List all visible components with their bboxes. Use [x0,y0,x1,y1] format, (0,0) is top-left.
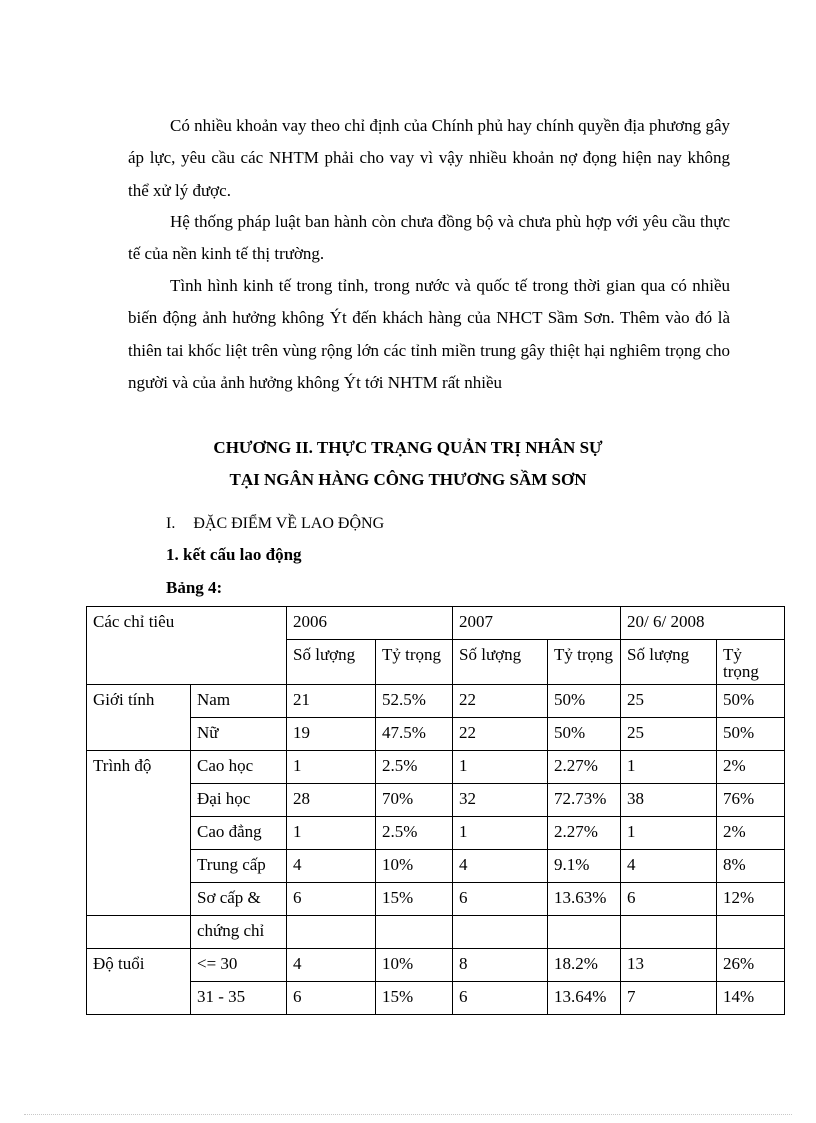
cell [548,916,621,949]
row-label: Trung cấp [191,850,287,883]
row-label: Cao đẳng [191,817,287,850]
cell: 18.2% [548,949,621,982]
chapter-title-line-2: TẠI NGÂN HÀNG CÔNG THƯƠNG SẦM SƠN [229,470,587,489]
count-header: Số lượng [287,640,376,685]
group-label-empty [87,916,191,949]
chapter-title-line-1: CHƯƠNG II. THỰC TRẠNG QUẢN TRỊ NHÂN SỰ [213,438,603,457]
row-label: 31 - 35 [191,982,287,1015]
subsection-heading: 1. kết cấu lao động [166,545,302,564]
cell: 6 [453,982,548,1015]
cell: 28 [287,784,376,817]
cell: 22 [453,685,548,718]
cell: 2.27% [548,817,621,850]
row-label: chứng chỉ [191,916,287,949]
corner-header: Các chỉ tiêu [87,607,287,685]
cell: 26% [717,949,785,982]
cell: 76% [717,784,785,817]
year-header: 2006 [287,607,453,640]
cell: 15% [376,883,453,916]
cell: 50% [717,718,785,751]
cell [453,916,548,949]
page-bottom-divider [24,1114,792,1115]
cell: 47.5% [376,718,453,751]
cell: 13 [621,949,717,982]
cell: 4 [287,850,376,883]
cell: 10% [376,949,453,982]
cell: 32 [453,784,548,817]
cell: 13.63% [548,883,621,916]
paragraph-1: Có nhiều khoản vay theo chỉ định của Chính phủ hay chính quyền địa phương gây áp lực, yêu cầu các NHTM phải cho vay vì vậy nhiều khoản nợ đọng hiện nay không thể xử lý được. [128,116,730,200]
cell [717,916,785,949]
cell: 1 [287,751,376,784]
group-label: Trình độ [87,751,191,916]
table-row [87,850,785,883]
table-row [87,883,785,916]
cell: 4 [621,850,717,883]
cell: 50% [717,685,785,718]
year-header: 20/ 6/ 2008 [621,607,785,640]
cell: 1 [621,751,717,784]
cell: 19 [287,718,376,751]
cell: 14% [717,982,785,1015]
row-label: <= 30 [191,949,287,982]
row-label: Cao học [191,751,287,784]
cell: 2% [717,817,785,850]
cell: 6 [287,883,376,916]
section-title: ĐẶC ĐIỂM VỀ LAO ĐỘNG [193,515,385,532]
cell: 2% [717,751,785,784]
table-caption: Bảng 4: [166,578,223,597]
table-row [87,916,785,949]
cell: 10% [376,850,453,883]
group-label: Độ tuổi [87,949,191,1015]
cell: 38 [621,784,717,817]
table-row [87,685,785,718]
paragraph-2: Hệ thống pháp luật ban hành còn chưa đồng bộ và chưa phù hợp với yêu cầu thực tế của nền kinh tế thị trường. [128,212,730,264]
cell: 7 [621,982,717,1015]
table-row [87,982,785,1015]
row-label: Sơ cấp & [191,883,287,916]
table-row [87,718,785,751]
cell: 15% [376,982,453,1015]
cell: 72.73% [548,784,621,817]
cell [376,916,453,949]
table-row [87,817,785,850]
cell: 6 [621,883,717,916]
cell: 2.5% [376,817,453,850]
cell: 2.27% [548,751,621,784]
year-header: 2007 [453,607,621,640]
cell: 22 [453,718,548,751]
share-header: Tỷ trọng [548,640,621,685]
table-row [87,784,785,817]
count-header: Số lượng [621,640,717,685]
cell: 21 [287,685,376,718]
cell: 9.1% [548,850,621,883]
section-heading [166,514,384,534]
labor-structure-table [86,606,785,1015]
row-label: Đại học [191,784,287,817]
paragraph-3: Tình hình kinh tế trong tỉnh, trong nước và quốc tế trong thời gian qua có nhiều biến động ảnh hưởng không Ýt đến khách hàng của NHCT Sầm Sơn. Thêm vào đó là thiên tai khốc liệt trên vùng rộng lớn các tỉnh miền trung gây thiệt hại nghiêm trọng cho người và của ảnh hưởng không Ýt tới NHTM rất nhiều [128,276,730,392]
cell: 50% [548,685,621,718]
cell: 70% [376,784,453,817]
group-label: Giới tính [87,685,191,751]
cell: 8% [717,850,785,883]
cell: 12% [717,883,785,916]
share-header: Tỷ trọng [717,640,785,685]
cell: 1 [453,817,548,850]
table-header-row [87,607,785,640]
cell: 4 [287,949,376,982]
row-label: Nữ [191,718,287,751]
share-header: Tỷ trọng [376,640,453,685]
cell: 1 [453,751,548,784]
table-row [87,949,785,982]
cell: 13.64% [548,982,621,1015]
cell: 6 [453,883,548,916]
cell: 52.5% [376,685,453,718]
cell [621,916,717,949]
cell: 6 [287,982,376,1015]
cell: 1 [621,817,717,850]
cell [287,916,376,949]
cell: 8 [453,949,548,982]
section-number: I. [166,515,176,532]
row-label: Nam [191,685,287,718]
cell: 1 [287,817,376,850]
count-header: Số lượng [453,640,548,685]
table-row [87,751,785,784]
cell: 25 [621,685,717,718]
cell: 25 [621,718,717,751]
cell: 4 [453,850,548,883]
cell: 2.5% [376,751,453,784]
cell: 50% [548,718,621,751]
